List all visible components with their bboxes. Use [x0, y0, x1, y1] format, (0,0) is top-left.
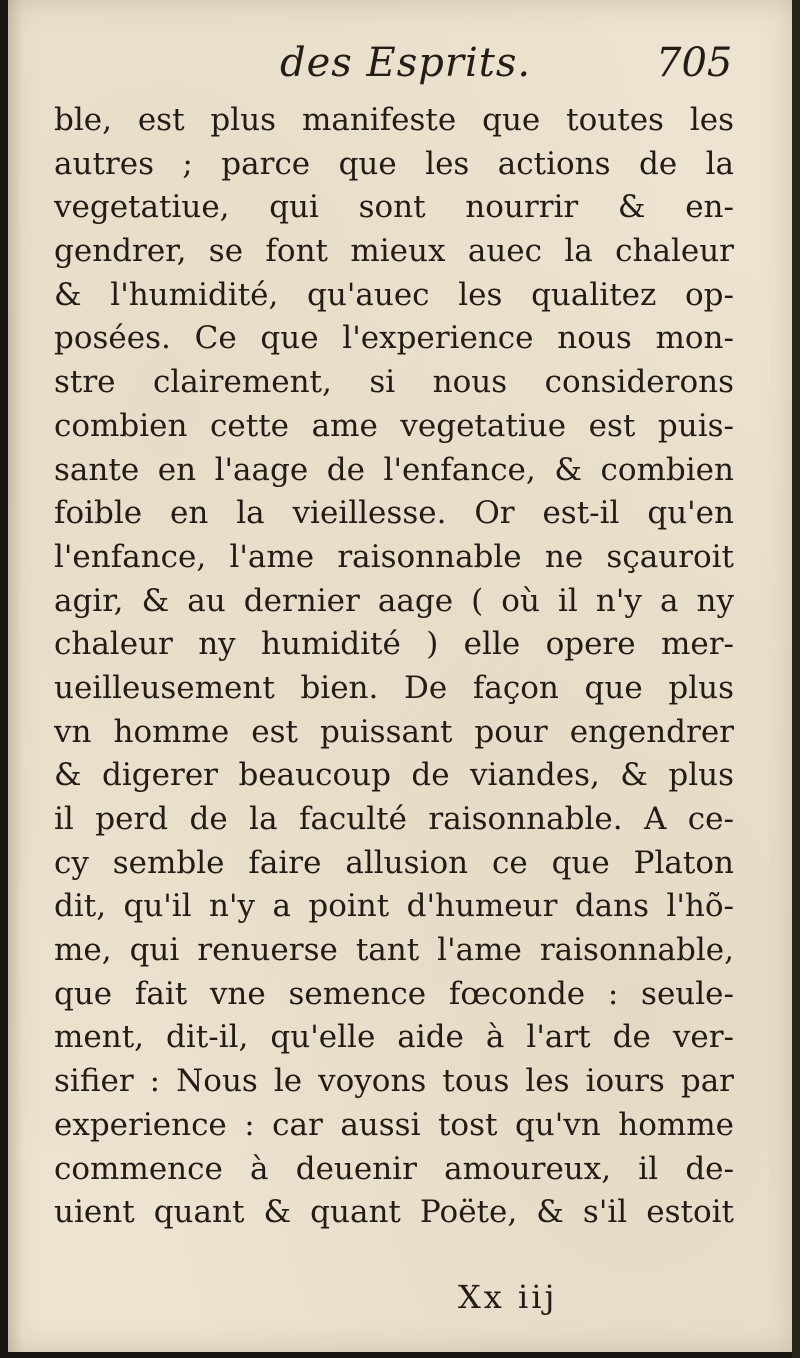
text-line: l'enfance, l'ame raisonnable ne sçauroit [54, 538, 734, 575]
text-line: autres ; parce que les actions de la [54, 145, 734, 182]
text-line: ment, dit-il, qu'elle aide à l'art de ver- [54, 1019, 734, 1056]
text-line: que fait vne semence fœconde : seule- [54, 975, 734, 1012]
text-line: uient quant & quant Poëte, & s'il estoit [54, 1194, 734, 1231]
running-head [8, 38, 794, 98]
text-line: sifier : Nous le voyons tous les iours par [54, 1063, 734, 1100]
text-line: vn homme est puissant pour engendrer [54, 713, 734, 750]
text-line: ble, est plus manifeste que toutes les [54, 102, 734, 138]
running-title: des Esprits. [280, 40, 532, 86]
text-line: me, qui renuerse tant l'ame raisonnable, [54, 932, 734, 969]
page-edge [792, 0, 800, 1358]
text-line: il perd de la faculté raisonnable. A ce- [54, 801, 734, 837]
text-line: & digerer beaucoup de viandes, & plus [54, 757, 734, 794]
text-line: ueilleusement bien. De façon que plus [54, 669, 734, 706]
page-number: 705 [656, 40, 733, 86]
text-line: combien cette ame vegetatiue est puis- [54, 407, 734, 444]
text-line: chaleur ny humidité ) elle opere mer- [54, 626, 734, 663]
text-line: gendrer, se font mieux auec la chaleur [54, 233, 734, 270]
text-line: stre clairement, si nous considerons [54, 364, 734, 401]
text-line: cy semble faire allusion ce que Platon [54, 844, 734, 881]
text-line: sante en l'aage de l'enfance, & combien [54, 451, 734, 488]
text-line: agir, & au dernier aage ( où il n'y a ny [54, 582, 734, 619]
text-line: commence à deuenir amoureux, il de- [54, 1150, 734, 1187]
text-line: dit, qu'il n'y a point d'humeur dans l'hõ- [54, 888, 734, 925]
body-text [54, 99, 734, 1235]
text-line: foible en la vieillesse. Or est-il qu'en [54, 495, 734, 532]
text-line: experience : car aussi tost qu'vn homme [54, 1106, 734, 1143]
text-line: vegetatiue, qui sont nourrir & en- [54, 189, 734, 226]
book-page [8, 0, 794, 1352]
signature-mark: Xx iij [458, 1278, 558, 1316]
text-line: posées. Ce que l'experience nous mon- [54, 320, 734, 357]
text-line: & l'humidité, qu'auec les qualitez op- [54, 276, 734, 313]
